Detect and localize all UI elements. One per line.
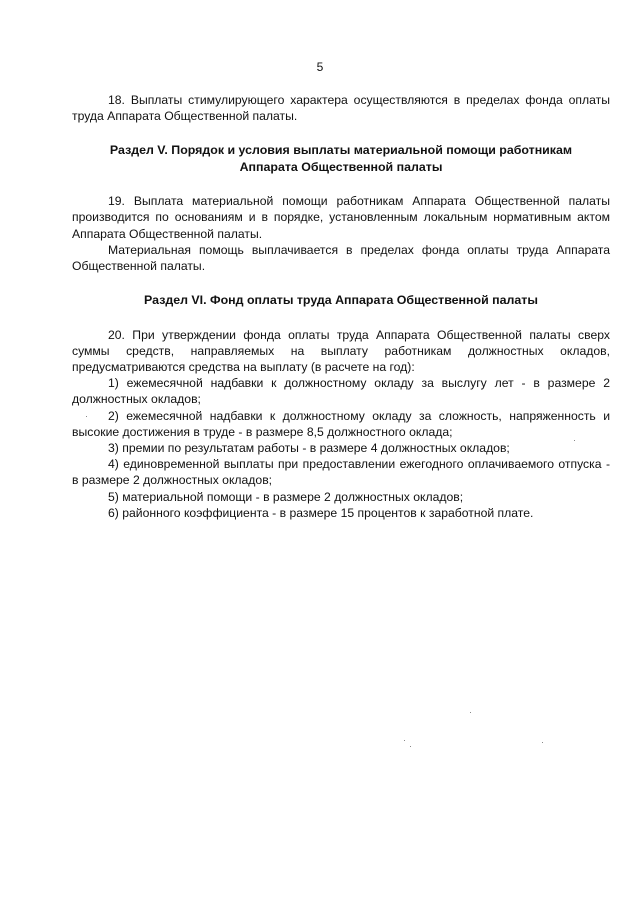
list-item: 3) премии по результатам работы - в размере 4 должностных окладов; xyxy=(108,441,510,456)
document-body xyxy=(72,92,610,521)
section-5-heading-line2: Аппарата Общественной палаты xyxy=(239,159,443,174)
scan-speck xyxy=(470,712,471,713)
scan-speck xyxy=(542,742,543,743)
scan-speck xyxy=(404,740,405,741)
scan-speck xyxy=(574,440,575,441)
item-18: 18. Выплаты стимулирующего характера осуществляются в пределах фонда оплаты труда Аппарата Общественной палаты. xyxy=(72,93,610,124)
list-item: 6) районного коэффициента - в размере 15 процентов к заработной плате. xyxy=(108,505,534,520)
list-item: 5) материальной помощи - в размере 2 должностных окладов; xyxy=(108,489,464,504)
list-item: 2) ежемесячной надбавки к должностному окладу за сложность, напряженность и высокие достижения в труде - в размере 8,5 должностного оклада; xyxy=(72,408,610,439)
section-6-heading: Раздел VI. Фонд оплаты труда Аппарата Общественной палаты xyxy=(144,293,538,308)
scan-speck xyxy=(410,746,411,747)
page-number: 5 xyxy=(316,60,324,74)
scan-speck xyxy=(86,416,87,417)
section-5-heading-line1: Раздел V. Порядок и условия выплаты материальной помощи работникам xyxy=(109,143,573,158)
list-item: 4) единовременной выплаты при предоставлении ежегодного оплачиваемого отпуска - в размере 2 должностных окладов; xyxy=(72,457,610,488)
item-19: 19. Выплата материальной помощи работникам Аппарата Общественной палаты производится по основаниям и в порядке, установленным локальным нормативным актом Аппарата Общественной палаты. xyxy=(72,194,610,241)
section-5-note: Материальная помощь выплачивается в пределах фонда оплаты труда Аппарата Общественной палаты. xyxy=(72,242,610,274)
list-item: 1) ежемесячной надбавки к должностному окладу за выслугу лет - в размере 2 должностных окладов; xyxy=(72,376,610,407)
item-20: 20. При утверждении фонда оплаты труда Аппарата Общественной палаты сверх суммы средств, направляемых на выплату работникам должностных окладов, предусматриваются средства на выплату (в расчете на год): xyxy=(72,327,610,375)
